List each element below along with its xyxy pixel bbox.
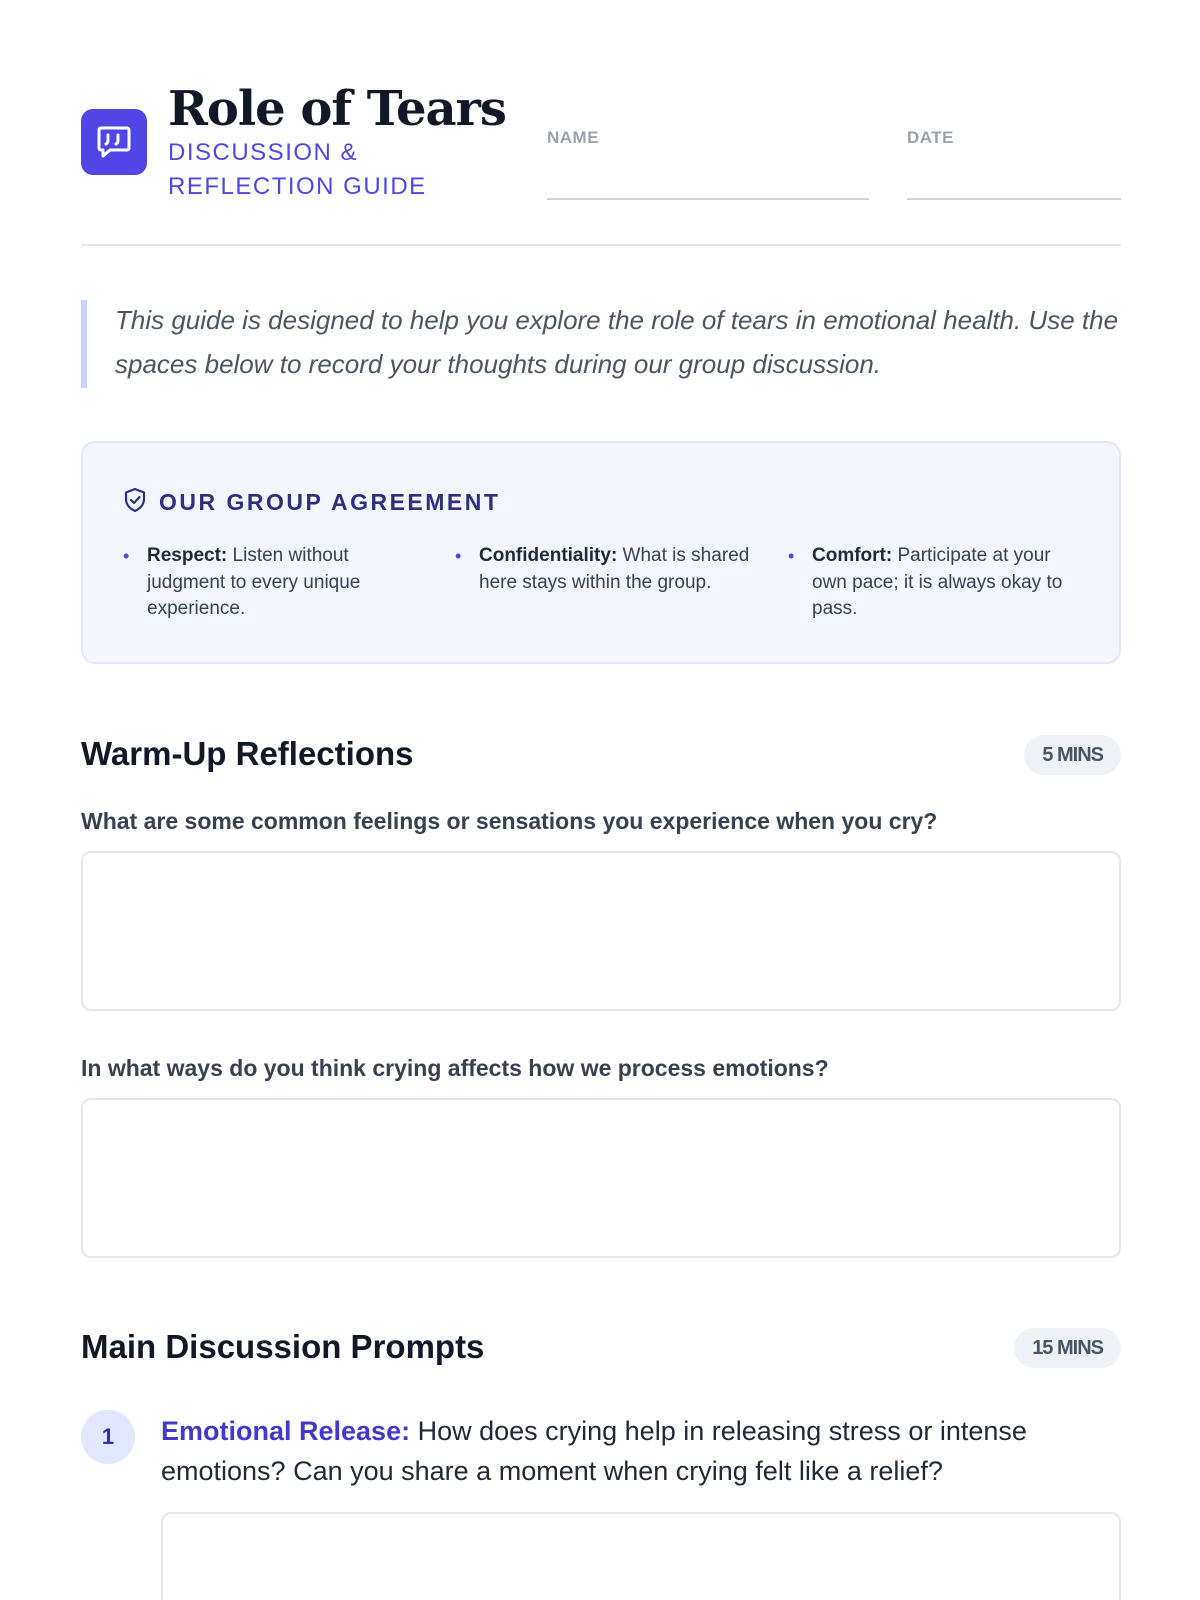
rule-term: Respect:: [147, 545, 228, 566]
page-title: Role of Tears: [168, 81, 506, 137]
agreement-title: OUR GROUP AGREEMENT: [159, 489, 501, 515]
rule-text: Participate at your own pace; it is always okay to pass.: [812, 545, 1063, 619]
agreement-rule: [455, 543, 755, 596]
agreement-header: [123, 487, 500, 518]
agreement-rule: [788, 543, 1088, 623]
worksheet-header: [81, 80, 1121, 246]
warmup-time-badge: 5 MINS: [1024, 735, 1121, 775]
message-quote-icon: [81, 109, 147, 175]
answer-box-2[interactable]: [81, 1098, 1121, 1258]
group-agreement-panel: [81, 441, 1121, 664]
date-label: DATE: [907, 128, 955, 147]
rule-term: Comfort:: [812, 545, 893, 566]
main-time-badge: 15 MINS: [1014, 1328, 1121, 1368]
agreement-rule: [123, 543, 423, 623]
intro-text: This guide is designed to help you explore the role of tears in emotional health. Use the spaces below to record your thoughts during our group discussion.: [115, 305, 1119, 379]
rule-text: Listen without judgment to every unique experience.: [147, 545, 361, 619]
prompt-number: 1: [81, 1410, 135, 1464]
prompt-body: How does crying help in releasing stress or intense emotions? Can you share a moment when crying felt like a relief?: [161, 1416, 1027, 1486]
answer-box-1[interactable]: [81, 851, 1121, 1011]
name-line: [547, 198, 869, 200]
warmup-question-1: What are some common feelings or sensations you experience when you cry?: [81, 808, 938, 834]
warmup-title: Warm-Up Reflections: [81, 735, 414, 772]
page-subtitle: DISCUSSION & REFLECTION GUIDE: [168, 139, 427, 200]
prompt-answer-box[interactable]: [161, 1512, 1121, 1600]
rule-text: What is shared here stays within the group.: [479, 545, 750, 593]
intro-quote: [81, 300, 1121, 388]
date-field[interactable]: [907, 128, 1121, 148]
warmup-question-2: In what ways do you think crying affects how we process emotions?: [81, 1055, 829, 1081]
rule-term: Confidentiality:: [479, 545, 618, 566]
prompt-text: [161, 1411, 1121, 1491]
shield-check-icon: [123, 487, 147, 518]
main-title: Main Discussion Prompts: [81, 1328, 485, 1365]
prompt-term: Emotional Release:: [161, 1416, 411, 1446]
name-label: NAME: [547, 128, 600, 147]
date-line: [907, 198, 1121, 200]
name-field[interactable]: [547, 128, 869, 148]
